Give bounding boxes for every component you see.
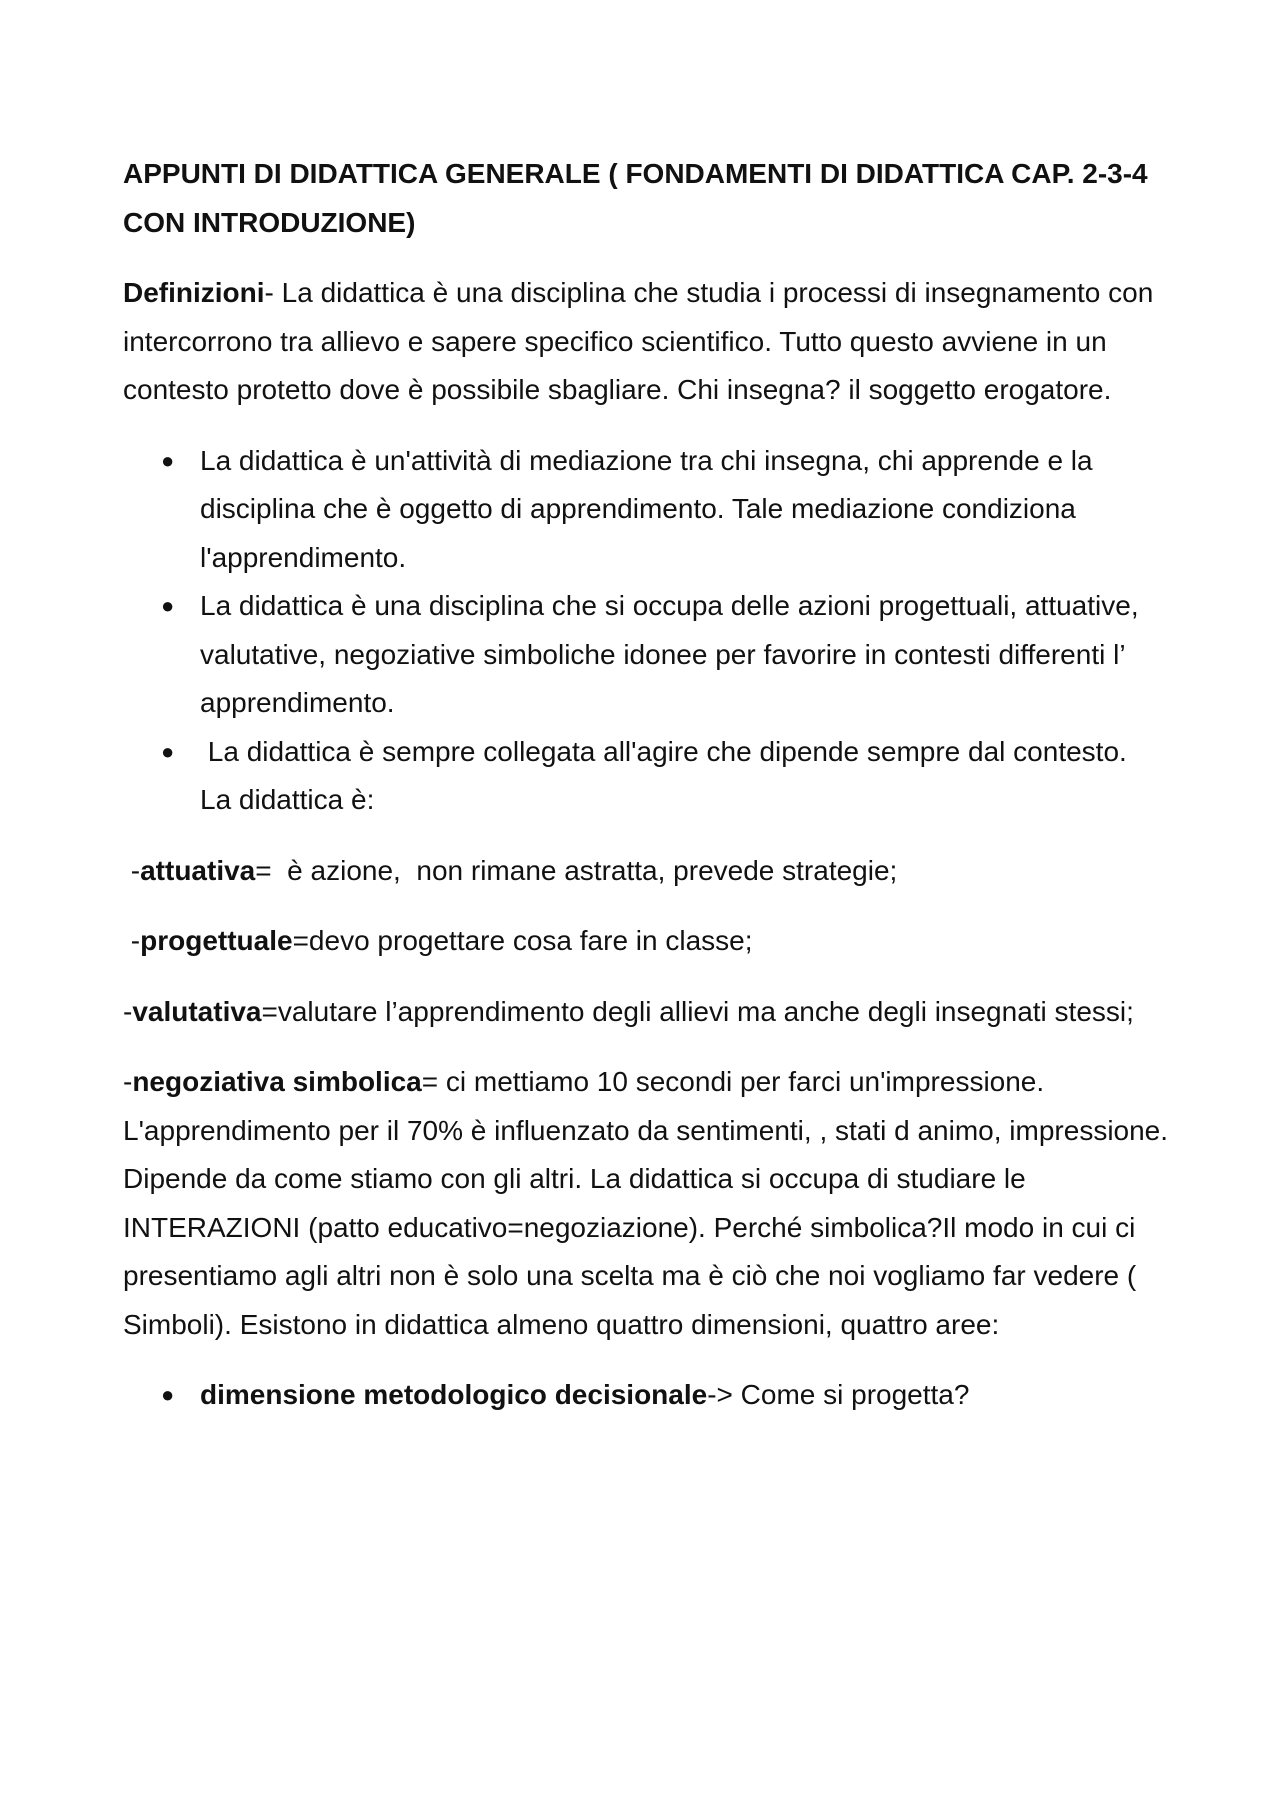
- valutativa-text: =valutare l’apprendimento degli allievi ma anche degli insegnati stessi;: [261, 995, 1134, 1027]
- attuativa-text: = è azione, non rimane astratta, prevede strategie;: [255, 854, 898, 886]
- definitions-label: Definizioni: [123, 277, 265, 308]
- negoziativa-text: = ci mettiamo 10 secondi per farci un'impressione. L'apprendimento per il 70% è influenzato da sentimenti, , stati d animo, impressione. Dipende da come stiamo con gli altri. La didattica si occupa di studiare le INTERAZIONI (patto educativo=negoziazione). Perché simbolica?Il modo in cui ci presentiamo agli altri non è solo una scelta ma è ciò che noi vogliamo far vedere ( Simboli). Esistono in didattica almeno quattro dimensioni, quattro aree:: [123, 1066, 1169, 1340]
- dimension-label: dimensione metodologico decisionale: [200, 1379, 708, 1410]
- document-page: [123, 150, 1173, 1442]
- dimensions-bullet-list: [123, 1371, 1173, 1420]
- valutativa-prefix: -: [123, 995, 133, 1027]
- bullet-icon: ●: [161, 593, 175, 618]
- negoziativa-label: negoziativa simbolica: [132, 1066, 422, 1097]
- negoziativa-paragraph: [123, 1058, 1173, 1349]
- valutativa-paragraph: [123, 988, 1173, 1037]
- list-item: [123, 728, 1173, 825]
- definitions-paragraph: [123, 269, 1173, 415]
- definitions-bullet-list: [123, 437, 1173, 825]
- progettuale-text: =devo progettare cosa fare in classe;: [292, 925, 753, 956]
- attuativa-prefix: -: [123, 854, 141, 886]
- list-item: [123, 437, 1173, 583]
- dimension-text: -> Come si progetta?: [707, 1379, 970, 1410]
- progettuale-prefix: -: [123, 925, 141, 956]
- attuativa-paragraph: [123, 847, 1173, 896]
- list-item: [123, 1371, 1173, 1420]
- bullet-icon: ●: [161, 1382, 175, 1407]
- list-item: [123, 582, 1173, 728]
- list-item-text: La didattica è sempre collegata all'agire che dipende sempre dal contesto. La didattica è:: [200, 735, 1143, 815]
- bullet-icon: ●: [161, 738, 175, 764]
- list-item-text: La didattica è un'attività di mediazione tra chi insegna, chi apprende e la disciplina che è oggetto di apprendimento. Tale mediazione condiziona l'apprendimento.: [200, 444, 1093, 573]
- definitions-text: - La didattica è una disciplina che studia i processi di insegnamento con intercorrono tra allievo e sapere specifico scientifico. Tutto questo avviene in un contesto protetto dove è possibile sbagliare. Chi insegna? il soggetto erogatore.: [123, 277, 1154, 405]
- attuativa-label: attuativa: [140, 854, 256, 886]
- progettuale-label: progettuale: [140, 925, 293, 956]
- document-title: APPUNTI DI DIDATTICA GENERALE ( FONDAMENTI DI DIDATTICA CAP. 2-3-4 CON INTRODUZIONE): [123, 158, 1148, 238]
- negoziativa-prefix: -: [123, 1066, 133, 1097]
- progettuale-paragraph: [123, 917, 1173, 966]
- valutativa-label: valutativa: [132, 995, 262, 1027]
- list-item-text: La didattica è una disciplina che si occupa delle azioni progettuali, attuative, valutative, negoziative simboliche idonee per favorire in contesti differenti l’ apprendimento.: [200, 590, 1139, 718]
- bullet-icon: ●: [161, 447, 175, 473]
